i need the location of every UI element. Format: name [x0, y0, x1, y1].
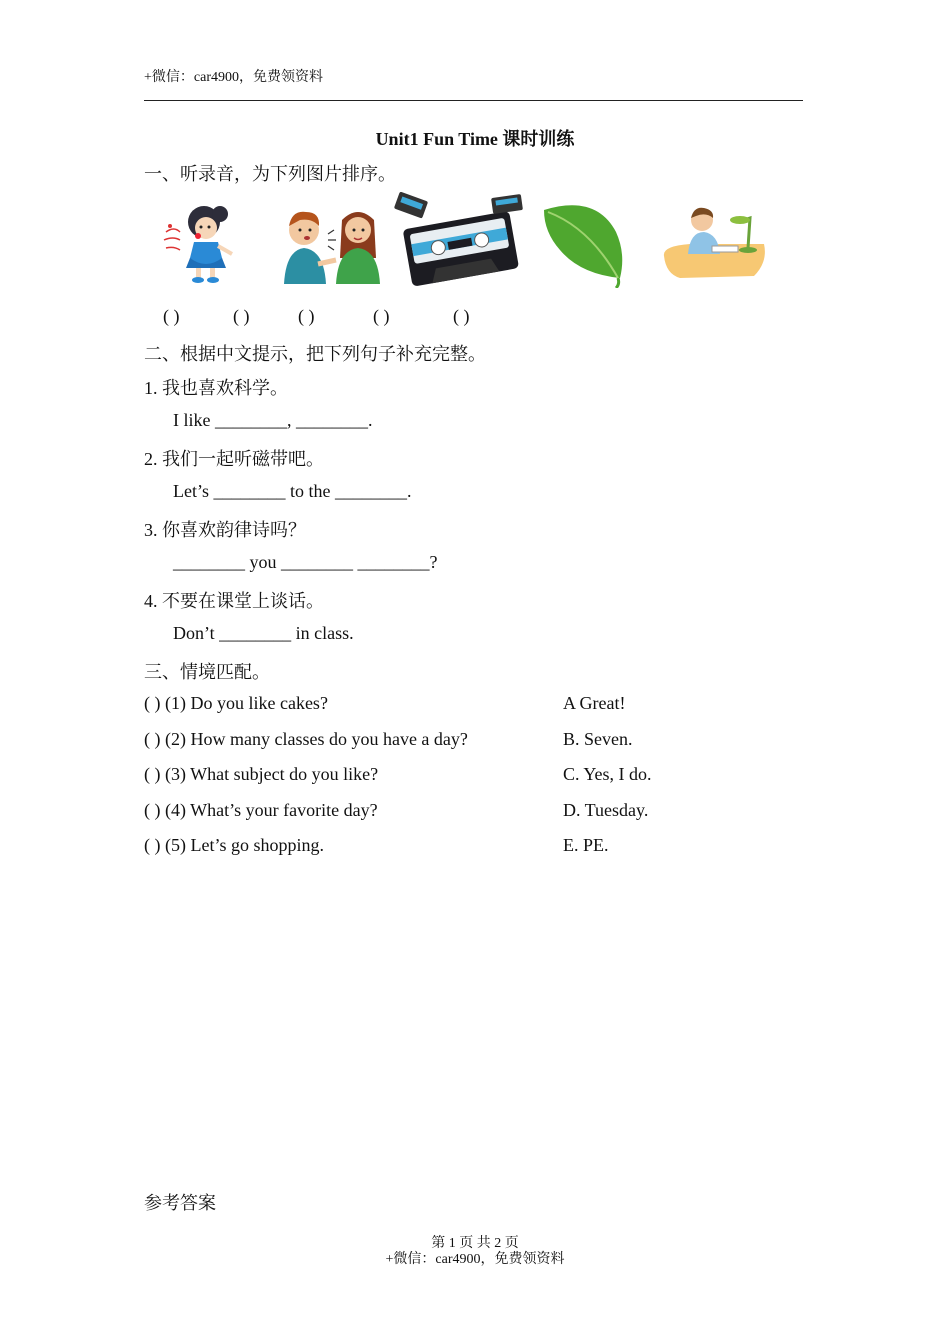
boy-at-desk-image	[660, 192, 772, 288]
section2-heading: 二、根据中文提示，把下列句子补充完整。	[144, 344, 486, 364]
order-bracket-1[interactable]: ( )	[163, 306, 180, 326]
fill-item-1-chinese: 1. 我也喜欢科学。	[144, 378, 288, 398]
answer-key-heading: 参考答案	[144, 1193, 216, 1213]
match-answer-c: C. Yes, I do.	[563, 764, 652, 784]
fill-item-3-english[interactable]: ________ you ________ ________?	[173, 552, 438, 572]
fill-item-4-english[interactable]: Don’t ________ in class.	[173, 623, 354, 643]
match-answer-a: A Great!	[563, 693, 626, 713]
match-question-1[interactable]: ( ) (1) Do you like cakes?	[144, 693, 328, 713]
match-question-5[interactable]: ( ) (5) Let’s go shopping.	[144, 835, 324, 855]
footer-note: +微信：car4900，免费领资料	[385, 1252, 565, 1267]
match-answer-d: D. Tuesday.	[563, 800, 649, 820]
cassette-tape-image	[392, 192, 526, 288]
header-divider	[144, 100, 803, 101]
match-question-4[interactable]: ( ) (4) What’s your favorite day?	[144, 800, 378, 820]
girl-singing-image	[160, 192, 246, 288]
match-question-3[interactable]: ( ) (3) What subject do you like?	[144, 764, 379, 784]
header-note: +微信：car4900，免费领资料	[144, 70, 323, 85]
match-answer-b: B. Seven.	[563, 729, 633, 749]
match-question-2[interactable]: ( ) (2) How many classes do you have a day?	[144, 729, 468, 749]
fill-item-2-english[interactable]: Let’s ________ to the ________.	[173, 481, 412, 501]
page-number: 第 1 页 共 2 页	[431, 1236, 519, 1251]
section1-heading: 一、听录音，为下列图片排序。	[144, 164, 396, 184]
boy-girl-talking-image	[278, 192, 382, 288]
match-answer-e: E. PE.	[563, 835, 609, 855]
section3-heading: 三、情境匹配。	[144, 662, 270, 682]
order-bracket-2[interactable]: ( )	[233, 306, 250, 326]
fill-item-4-chinese: 4. 不要在课堂上谈话。	[144, 591, 324, 611]
leaf-image	[540, 192, 630, 288]
page-title: Unit1 Fun Time 课时训练	[375, 129, 575, 149]
fill-item-2-chinese: 2. 我们一起听磁带吧。	[144, 449, 324, 469]
order-bracket-4[interactable]: ( )	[373, 306, 390, 326]
fill-item-1-english[interactable]: I like ________, ________.	[173, 410, 373, 430]
fill-item-3-chinese: 3. 你喜欢韵律诗吗？	[144, 520, 306, 540]
order-bracket-5[interactable]: ( )	[453, 306, 470, 326]
order-bracket-3[interactable]: ( )	[298, 306, 315, 326]
